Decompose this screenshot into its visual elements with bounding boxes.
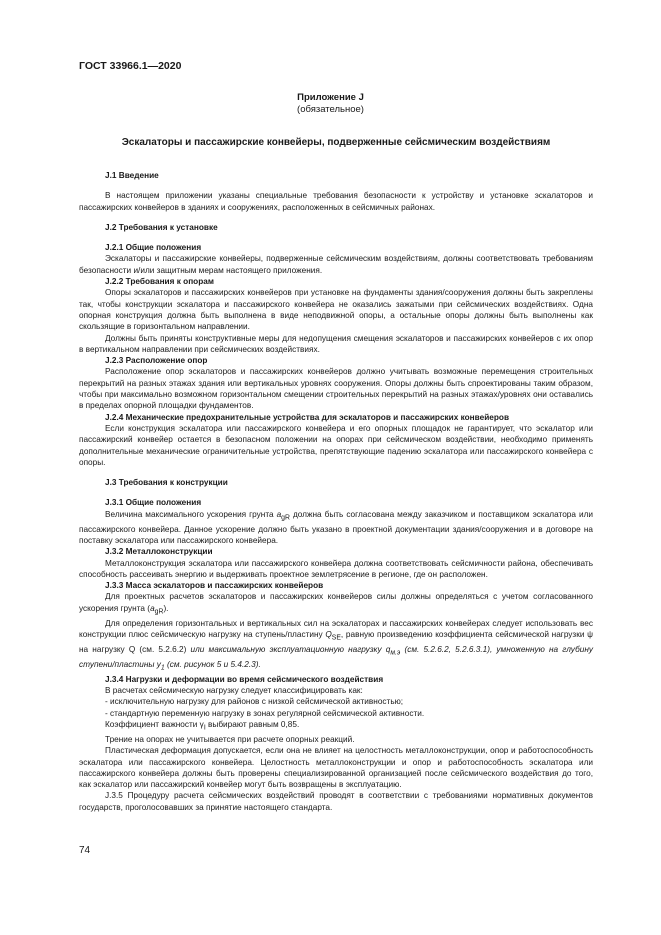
italic-run: (см. рисунок 5 и 5.4.2.3). — [164, 659, 261, 669]
paragraph — [79, 509, 593, 547]
paragraph — [79, 591, 593, 617]
text-run: Величина максимального ускорения грунта — [105, 509, 277, 519]
annex-heading — [0, 92, 661, 116]
text-run: должна быть согласована между заказчиком и поставщиком эскалатора или пассажирского конвейера. Данное ускорение должно быть указано в проектной документации здания/сооружения и в договоре на поставку эскалатора или пассажирского конвейера. — [79, 509, 593, 545]
paragraph: Если конструкция эскалатора или пассажирского конвейера и его опорных площадок не гарантирует, что эскалатор или пассажирский конвейер остается в безопасном положении на опорах при сейсмическом воздействии, необходимо применять дополнительные механические ограничительные устройства, препятствующие падению эскалатора или пассажирского конвейера с опоры. — [79, 423, 593, 467]
list-item: - стандартную переменную нагрузку в зонах регулярной сейсмической активности. — [105, 708, 425, 718]
annex-title: Приложение J — [297, 92, 364, 103]
standard-header: ГОСТ 33966.1—2020 — [79, 60, 182, 72]
paragraph: Должны быть приняты конструктивные меры для недопущения смещения эскалаторов и пассажирских конвейеров с их опор в вертикальном направлении при сейсмических воздействиях. — [79, 333, 593, 354]
symbol: a — [150, 603, 155, 613]
text-run: Коэффициент важности γ — [105, 719, 204, 729]
text-run: выбирают равным 0,85. — [205, 719, 300, 729]
subscript: 1 — [160, 664, 165, 672]
text-run: ). — [163, 603, 169, 613]
paragraph: Эскалаторы и пассажирские конвейеры, подверженные сейсмическим воздействиям, должны соответствовать требованиям безопасности и/или защитным мерам настоящего приложения. — [79, 254, 593, 275]
subscript: SE — [331, 634, 341, 642]
section-j21-heading: J.2.1 Общие положения — [105, 243, 202, 253]
section-j34-heading: J.3.4 Нагрузки и деформации во время сейсмического воздействия — [105, 674, 384, 684]
text-run: Для проектных расчетов эскалаторов и пассажирских конвейеров силы должны определяться с учетом согласованного ускорения грунта ( — [79, 592, 593, 613]
paragraph: Пластическая деформация допускается, если она не влияет на целостность металлоконструкции, опор и работоспособность эскалатора или пассажирского конвейера. Целостность металлоконструкции и опор и работоспособность эскалатора или пассажирского конвейера должны быть проверены специализированной организацией после сейсмического воздействия до того, как эскалатор или пассажирский конвейер могут быть возвращены в эксплуатацию. — [79, 746, 593, 790]
subscript: I — [203, 724, 206, 732]
paragraph: Трение на опорах не учитывается при расчете опорных реакций. — [105, 734, 355, 744]
section-j33-heading: J.3.3 Масса эскалаторов и пассажирских конвейеров — [105, 581, 324, 591]
subscript: gR — [154, 608, 164, 616]
section-j24-heading: J.2.4 Механические предохранительные устройства для эскалаторов и пассажирских конвейеров — [105, 412, 510, 422]
symbol: a — [276, 509, 282, 519]
document-title: Эскалаторы и пассажирские конвейеры, подверженные сейсмическим воздействиям — [121, 137, 551, 148]
symbol: Q — [325, 629, 332, 639]
section-j3-heading: J.3 Требования к конструкции — [105, 478, 228, 488]
text-run: Для определения горизонтальных и вертикальных сил на эскалаторах и пассажирских конвейерах следует использовать вес конструкции плюс сейсмическую нагрузку на ступень/пластину — [79, 618, 593, 639]
paragraph — [79, 719, 593, 734]
paragraph: В расчетах сейсмическую нагрузку следует классифицировать как: — [105, 686, 363, 696]
section-j2-heading: J.2 Требования к установке — [105, 222, 218, 232]
italic-run: (см. 5.2.6.2, 5.2.6.3.1), умноженную на глубину ступени/пластины y — [79, 644, 594, 669]
paragraph — [79, 618, 593, 674]
paragraph: Опоры эскалаторов и пассажирских конвейеров при установке на фундаменты здания/сооружения должны быть закреплены так, чтобы конструкции эскалатора и пассажирского конвейера не оказались зажатыми при сейсмических воздействиях. Одна опорная конструкция должна быть выполнена в виде неподвижной опоры, а остальные опоры должны быть выполнены как скользящие в горизонтальном направлении. — [79, 288, 593, 332]
section-j32-heading: J.3.2 Металлоконструкции — [105, 547, 213, 557]
document-body — [79, 170, 593, 813]
paragraph: Расположение опор эскалаторов и пассажирских конвейеров должно учитывать возможные перемещения строительных перекрытий на разных этажах здания или вертикальных уровнях сооружения. Опоры должны быть спроектированы таким образом, чтобы при максимально возможном горизонтальном смещении строительных перекрытий на разных этажах/уровнях они оставались в пределах опорной площадки фундаментов. — [79, 367, 593, 411]
italic-run: или максимальную эксплуатационную нагрузку q — [190, 644, 391, 654]
text-run: , равную произведению коэффициента сейсмической нагрузки ψ на нагрузку Q (см. 5.2.6.2) — [79, 629, 594, 654]
subscript: м.э — [390, 649, 401, 657]
annex-status: (обязательное) — [297, 104, 364, 115]
paragraph: В настоящем приложении указаны специальные требования безопасности к устройству и установке эскалаторов и пассажирских конвейеров в зданиях и сооружениях, расположенных в сейсмичных районах. — [79, 191, 593, 212]
subscript: gR — [281, 514, 290, 522]
page-number: 74 — [79, 845, 91, 856]
paragraph: J.3.5 Процедуру расчета сейсмических воздействий проводят в соответствии с требованиями нормативных документов государств, проголосовавших за принятие настоящего стандарта. — [79, 791, 593, 812]
section-j31-heading: J.3.1 Общие положения — [105, 498, 202, 508]
section-j1-heading: J.1 Введение — [105, 171, 159, 180]
list-item: - исключительную нагрузку для районов с низкой сейсмической активностью; — [105, 697, 404, 707]
section-j22-heading: J.2.2 Требования к опорам — [105, 277, 214, 287]
section-j23-heading: J.2.3 Расположение опор — [105, 356, 208, 366]
paragraph: Металлоконструкция эскалатора или пассажирского конвейера должна соответствовать сейсмичности района, обеспечивать способность рассеивать энергию и выдерживать проектное землетрясение в регионе, где он расположен. — [79, 558, 593, 579]
